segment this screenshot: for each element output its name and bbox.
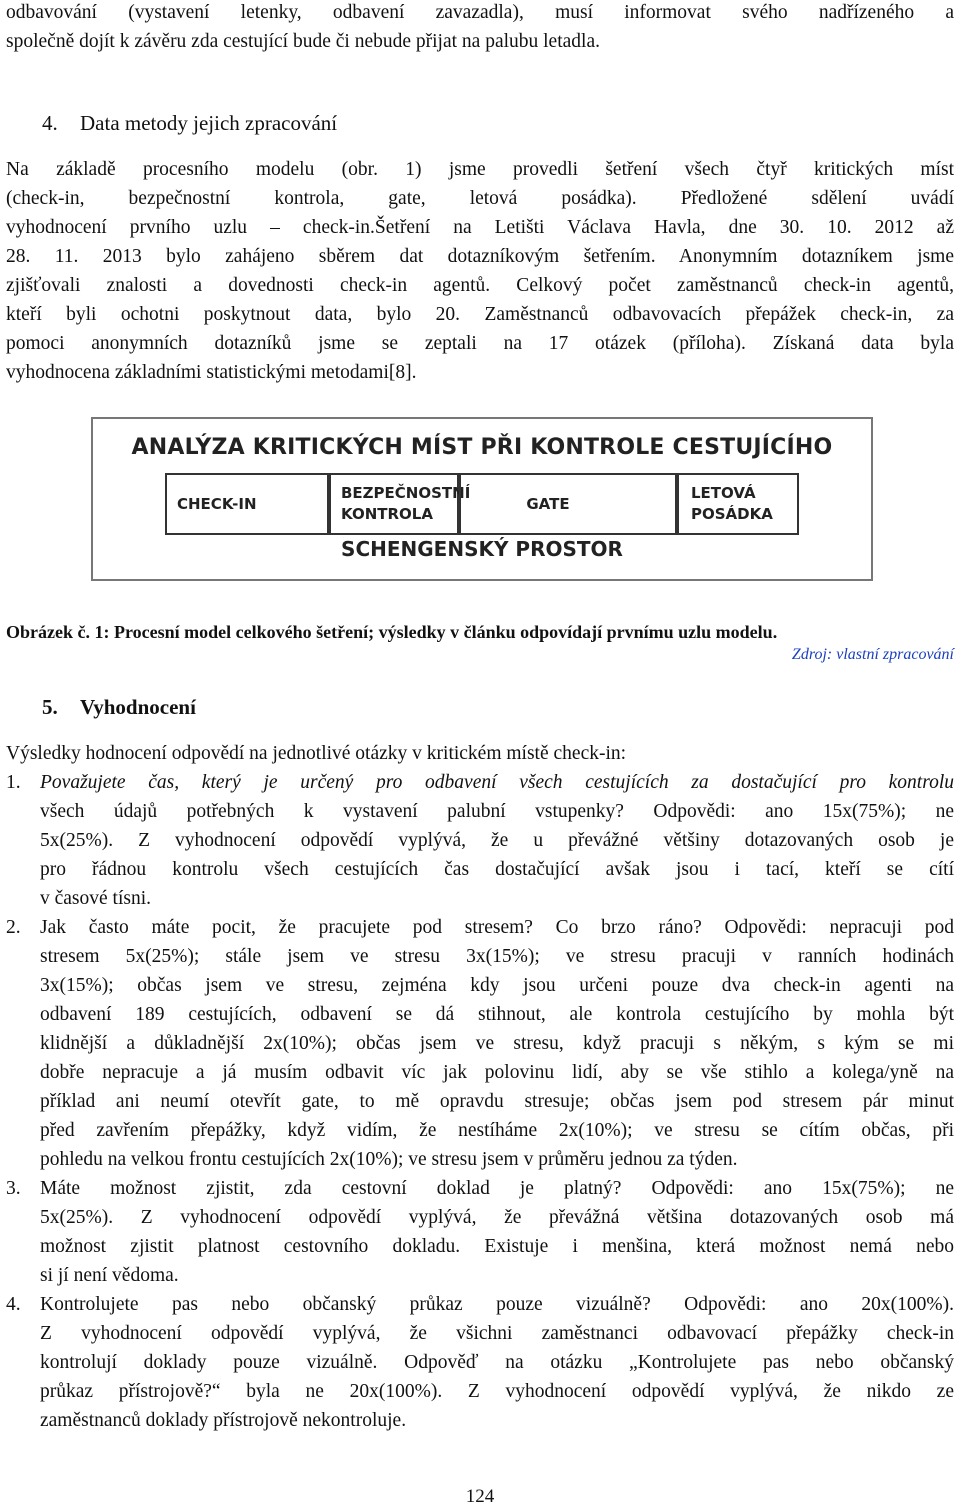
list-item-line: průkaz přístrojově?“ byla ne 20x(100%). Z vyhodnocení odpovědí vyplývá, že nikdo ze <box>40 1381 954 1402</box>
body-line: Na základě procesního modelu (obr. 1) jsme provedli šetření všech čtyř kritických míst <box>6 159 954 180</box>
body-line: kteří byli ochotni poskytnout data, bylo 20. Zaměstnanců odbavovacích přepážek check-in, za <box>6 304 954 325</box>
section-number: 4. <box>42 111 58 135</box>
page-number: 124 <box>465 1486 495 1507</box>
body-line: 28. 11. 2013 bylo zahájeno sběrem dat dotazníkovým šetřením. Anonymním dotazníkem jsme <box>6 246 954 267</box>
list-item-line: pohledu na velkou frontu cestujících 2x(10%); ve stresu jsem v průměru jednou za týden. <box>40 1149 738 1170</box>
figure-box-crew <box>677 473 799 535</box>
list-item-line: Jak často máte pocit, že pracujete pod stresem? Co brzo ráno? Odpovědi: nepracuji pod <box>40 917 954 938</box>
list-item-line: kontrolují doklady pouze vizuálně. Odpověď na otázku „Kontrolujete pas nebo občanský <box>40 1352 954 1373</box>
list-item-line: pro řádnou kontrolu všech cestujících čas dostačující avšak jsou i tací, kteří se cítí <box>40 859 954 880</box>
figure-footer: SCHENGENSKÝ PROSTOR <box>341 537 623 561</box>
list-item-line: všech údajů potřebných k vystavení palubní vstupenky? Odpovědi: ano 15x(75%); ne <box>40 801 954 822</box>
list-number: 3. <box>6 1178 21 1199</box>
list-item-line: příklad ani neumí otevřít gate, to mě opravdu stresuje; občas jsem pod stresem pár minut <box>40 1091 954 1112</box>
list-item-line: stresem 5x(25%); stále jsem ve stresu 3x(15%); ve stresu pracuji v ranních hodinách <box>40 946 954 967</box>
list-item-line: Kontrolujete pas nebo občanský průkaz pouze vizuálně? Odpovědi: ano 20x(100%). <box>40 1294 954 1315</box>
section-title: Vyhodnocení <box>80 695 196 719</box>
list-item-line: 3x(15%); občas jsem ve stresu, zejména kdy jsou určeni pouze dva check-in agenti na <box>40 975 954 996</box>
section-heading-4 <box>42 109 337 137</box>
figure-box-label: CHECK-IN <box>177 494 257 513</box>
list-item-line: Považujete čas, který je určený pro odbavení všech cestujících za dostačující pro kontrolu <box>40 772 954 793</box>
section-title: Data metody jejich zpracování <box>80 111 338 135</box>
list-number: 4. <box>6 1294 21 1315</box>
body-line: Výsledky hodnocení odpovědí na jednotlivé otázky v kritickém místě check-in: <box>6 743 627 764</box>
list-item-line: Z vyhodnocení odpovědí vyplývá, že všichni zaměstnanci odbavovací přepážky check-in <box>40 1323 954 1344</box>
list-number: 1. <box>6 772 21 793</box>
list-item-line: si jí není vědoma. <box>40 1265 179 1286</box>
body-line: odbavování (vystavení letenky, odbavení zavazadla), musí informovat svého nadřízeného a <box>6 2 954 23</box>
figure-box-label: GATE <box>526 494 570 513</box>
list-item-line: zaměstnanců doklady přístrojově nekontroluje. <box>40 1410 407 1431</box>
figure-box-label: LETOVÁ POSÁDKA <box>691 484 773 523</box>
figure-box-security <box>329 473 471 535</box>
process-model-figure <box>91 417 873 581</box>
list-item-line: klidnější a důkladnější 2x(10%); občas jsem ve stresu, když pracuji s někým, s kým se mi <box>40 1033 954 1054</box>
list-item-line: 5x(25%). Z vyhodnocení odpovědí vyplývá, že u převážné většiny dotazovaných osob je <box>40 830 954 851</box>
figure-box-gate <box>459 473 677 535</box>
list-item-line: před zavřením přepážky, když vidím, že nestíháme 2x(10%); ve stresu se cítím občas, při <box>40 1120 954 1141</box>
figure-source: Zdroj: vlastní zpracování <box>791 646 954 663</box>
list-item-line: v časové tísni. <box>40 888 152 909</box>
body-line: vyhodnocena základními statistickými metodami[8]. <box>6 362 417 383</box>
body-line: vyhodnocení prvního uzlu – check-in.Šetření na Letišti Václava Havla, dne 30. 10. 2012 až <box>6 217 954 238</box>
body-line: (check-in, bezpečnostní kontrola, gate, letová posádka). Předložené sdělení uvádí <box>6 188 954 209</box>
figure-box-label: BEZPEČNOSTNÍ KONTROLA <box>341 484 471 523</box>
list-number: 2. <box>6 917 21 938</box>
section-heading-5 <box>42 693 196 721</box>
list-item-line: dobře nepracuje a já musím odbavit víc jak polovinu lidí, aby se vše stihlo a kolega/yně na <box>40 1062 954 1083</box>
section-number: 5. <box>42 695 58 719</box>
figure-title: ANALÝZA KRITICKÝCH MÍST PŘI KONTROLE CESTUJÍCÍHO <box>131 435 833 460</box>
list-item-line: možnost zjistit platnost cestovního dokladu. Existuje i menšina, která možnost nemá nebo <box>40 1236 954 1257</box>
body-line: pomoci anonymních dotazníků jsme se zeptali na 17 otázek (příloha). Získaná data byla <box>6 333 954 354</box>
list-item-line: odbavení 189 cestujících, odbavení se dá stihnout, ale kontrola cestujícího by mohla být <box>40 1004 954 1025</box>
figure-box-check-in <box>165 473 329 535</box>
list-item-line: 5x(25%). Z vyhodnocení odpovědí vyplývá, že převážná většina dotazovaných osob má <box>40 1207 954 1228</box>
body-line: zjišťovali znalosti a dovednosti check-in agentů. Celkový počet zaměstnanců check-in agentů, <box>6 275 954 296</box>
figure-caption: Obrázek č. 1: Procesní model celkového šetření; výsledky v článku odpovídají prvnímu uzlu modelu. <box>6 622 778 642</box>
list-item-line: Máte možnost zjistit, zda cestovní doklad je platný? Odpovědi: ano 15x(75%); ne <box>40 1178 954 1199</box>
body-line: společně dojít k závěru zda cestující bude či nebude přijat na palubu letadla. <box>6 31 600 52</box>
